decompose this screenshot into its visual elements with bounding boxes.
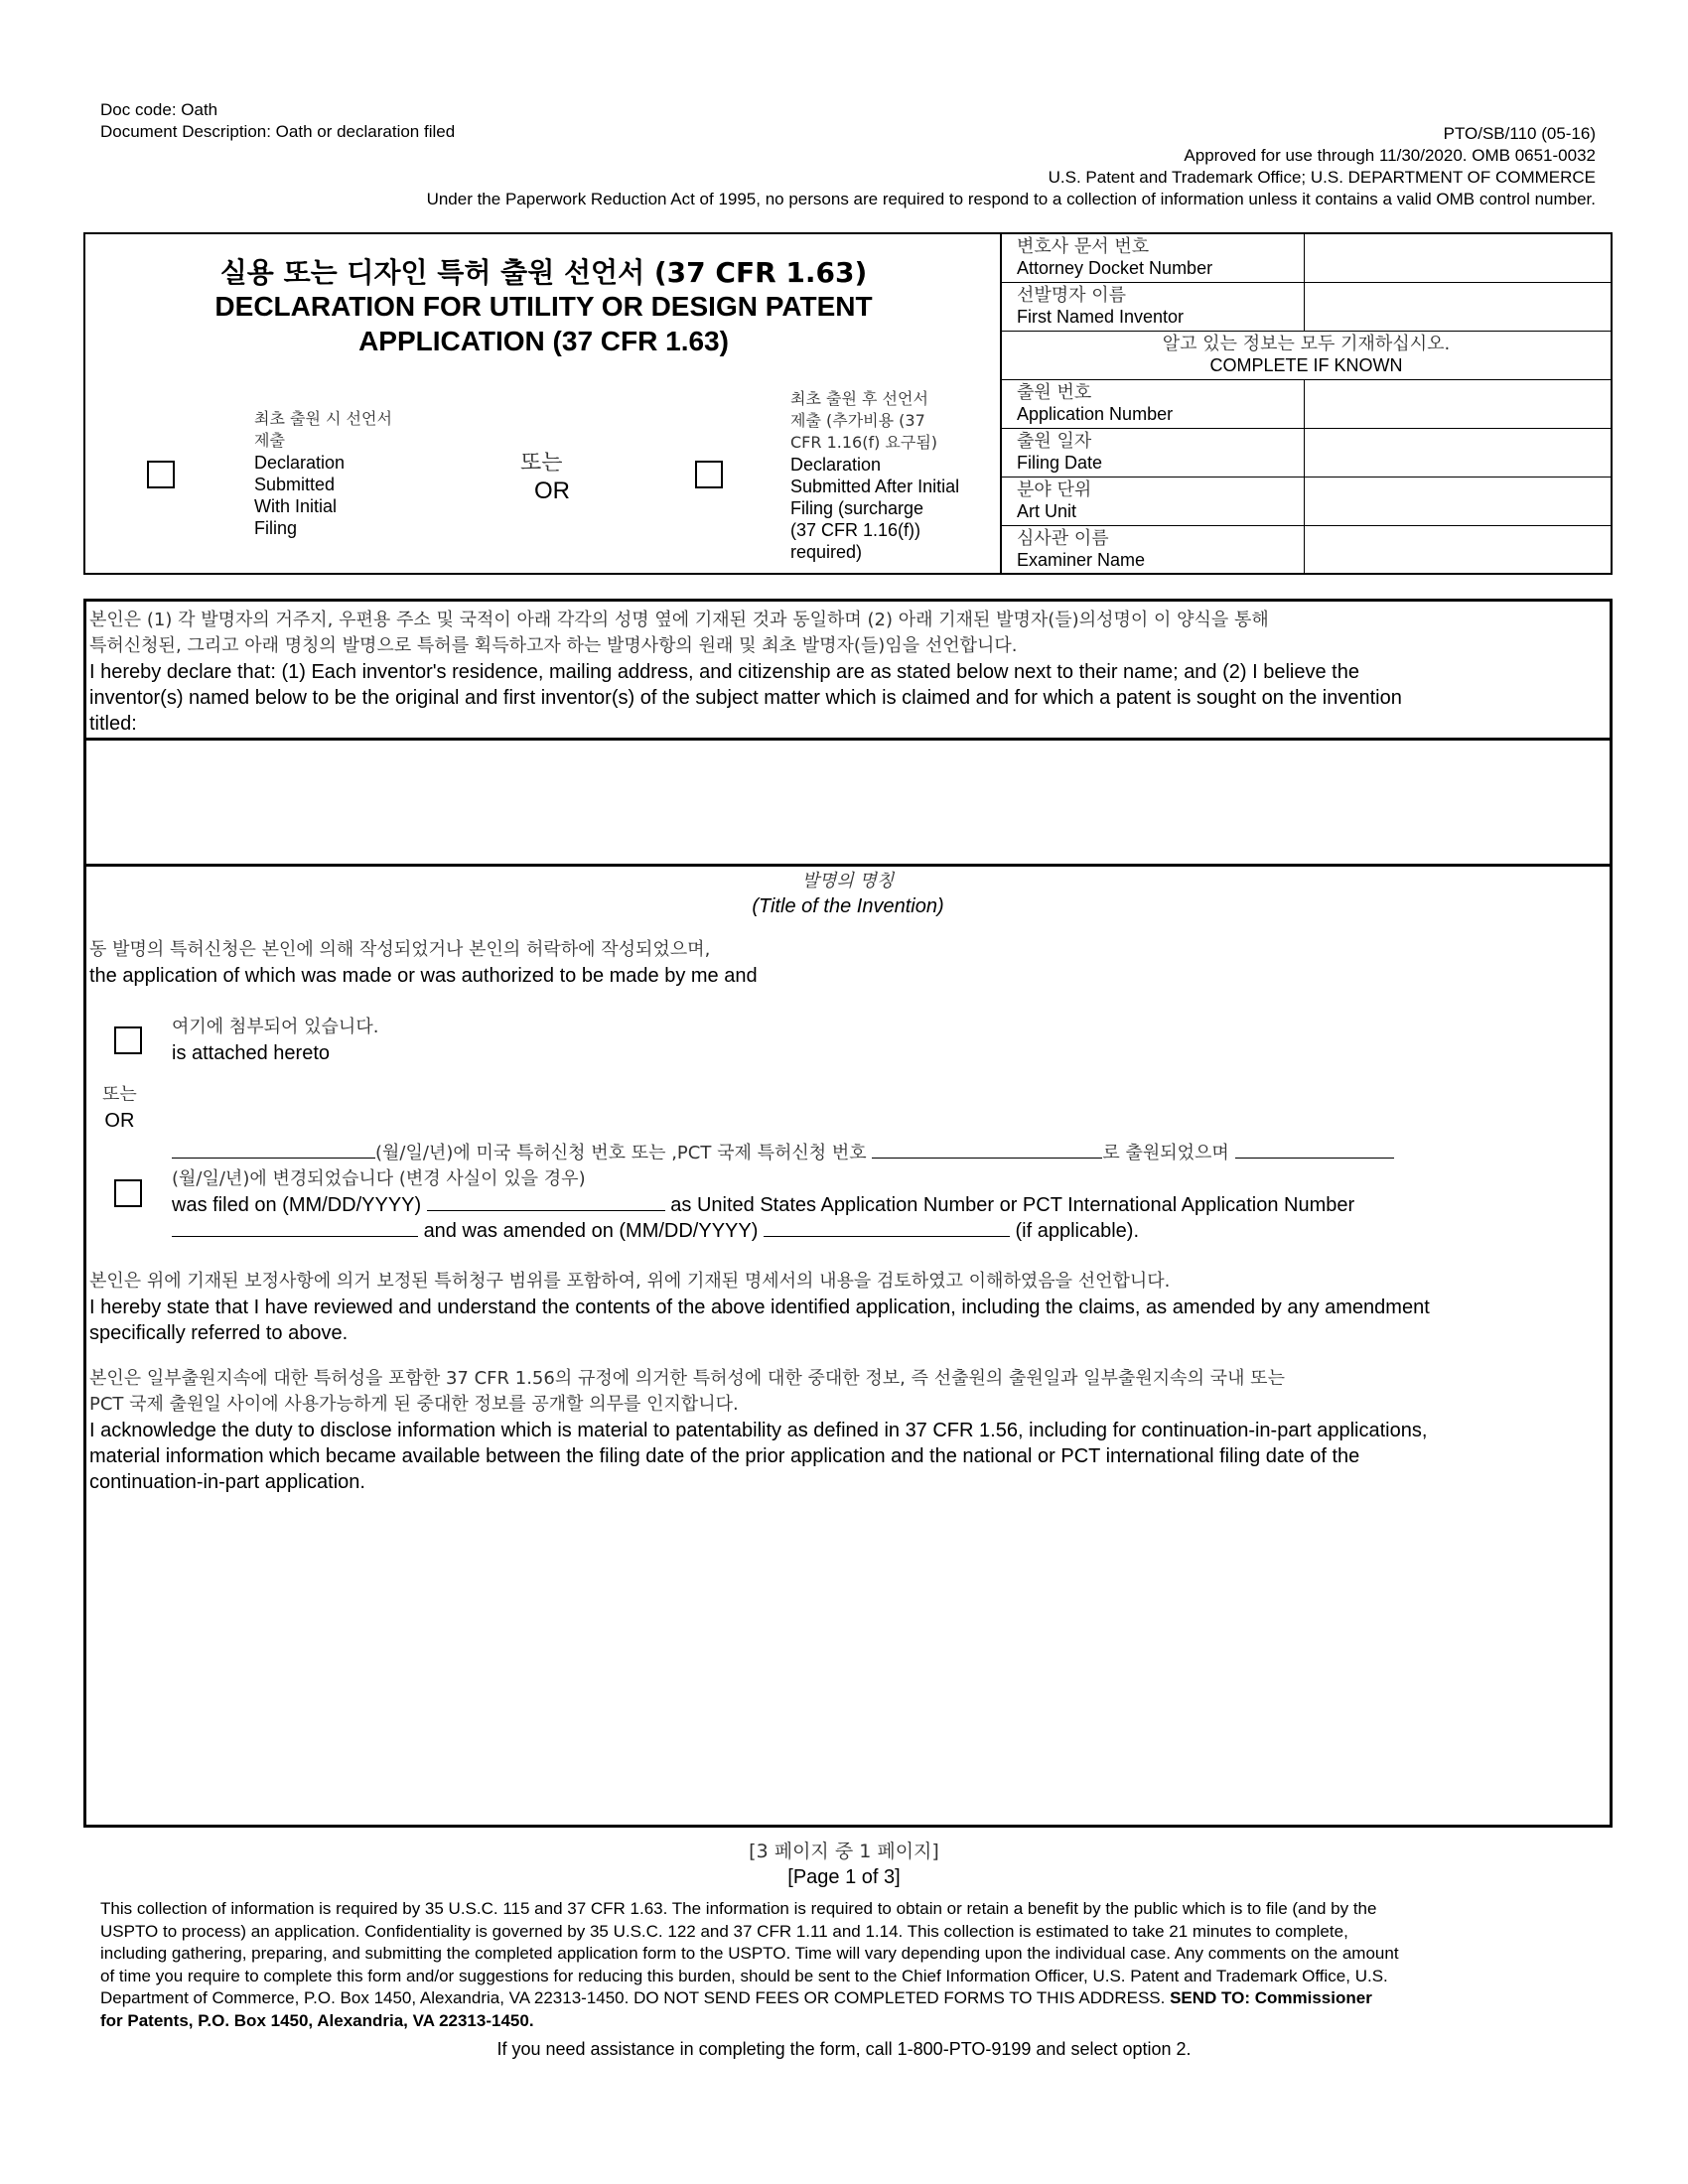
initial-filing-checkbox[interactable] xyxy=(147,461,175,488)
declaration-ko-1: 본인은 (1) 각 발명자의 거주지, 우편용 주소 및 국적이 아래 각각의 성명 옆에 기재된 것과 동일하며 (2) 아래 기재된 발명자(들)의성명이 이 양식을 통해 xyxy=(89,610,1269,630)
filed-date-blank[interactable] xyxy=(427,1192,665,1211)
attached-checkbox[interactable] xyxy=(114,1026,142,1054)
page-number-en: [Page 1 of 3] xyxy=(787,1866,901,1888)
filing-date-field[interactable] xyxy=(1305,429,1611,477)
review-en-2: specifically referred to above. xyxy=(89,1322,349,1344)
row-docket xyxy=(1002,234,1611,283)
initial-ko-2: 제출 xyxy=(254,431,285,450)
duty-en-2: material information which became available between the filing date of the prior application and the national or PCT international filing date of the xyxy=(89,1445,1360,1467)
declaration-ko-2: 특허신청된, 그리고 아래 명칭의 발명으로 특허를 획득하고자 하는 발명사항의 원래 및 최초 발명자(들)임을 선언합니다. xyxy=(89,635,1018,656)
footer-line-3: including gathering, preparing, and submitting the completed application form to the USPTO. Time will vary depending upon the individual case. Any comments on the amount xyxy=(100,1944,1399,1963)
filed-date-ko-blank[interactable] xyxy=(172,1140,375,1159)
paperwork-notice: Under the Paperwork Reduction Act of 1995, no persons are required to respond to a collection of information unless it contains a valid OMB control number. xyxy=(426,190,1596,208)
amended-en-a: and was amended on (MM/DD/YYYY) xyxy=(423,1220,759,1242)
complete-en: COMPLETE IF KNOWN xyxy=(1209,355,1403,375)
footer-line-6: for Patents, P.O. Box 1450, Alexandria, VA 22313-1450. xyxy=(100,2010,534,2030)
or-ko-mid: 또는 xyxy=(102,1084,137,1105)
agency-name: U.S. Patent and Trademark Office; U.S. DEPARTMENT OF COMMERCE xyxy=(1048,168,1596,187)
assistance-line: If you need assistance in completing the form, call 1-800-PTO-9199 and select option 2. xyxy=(496,2039,1192,2059)
filed-checkbox[interactable] xyxy=(114,1179,142,1207)
review-en-1: I hereby state that I have reviewed and understand the contents of the above identified application, including the claims, as amended by any amendment xyxy=(89,1297,1430,1318)
form-number: PTO/SB/110 (05-16) xyxy=(1443,124,1596,143)
examiner-en: Examiner Name xyxy=(1017,550,1146,570)
initial-en-2: Submitted xyxy=(254,475,336,494)
footer-line-4: of time you require to complete this form and/or suggestions for reducing this burden, should be sent to the Chief Information Officer, U.S. Patent and Trademark Office, U.S. xyxy=(100,1966,1388,1985)
after-filing-checkbox[interactable] xyxy=(695,461,723,488)
initial-en-3: With Initial xyxy=(254,496,338,516)
after-ko-3: CFR 1.16(f) 요구됨) xyxy=(790,433,938,452)
application-number-field[interactable] xyxy=(1305,380,1611,428)
declaration-box xyxy=(83,599,1613,1828)
initial-en-4: Filing xyxy=(254,518,298,538)
after-en-1: Declaration xyxy=(790,455,882,475)
page-number-ko: [3 페이지 중 1 페이지] xyxy=(749,1841,939,1862)
title-of-invention-en: (Title of the Invention) xyxy=(752,895,944,917)
inventor-ko: 선발명자 이름 xyxy=(1017,285,1127,306)
doc-description: Document Description: Oath or declaration filed xyxy=(100,122,456,141)
footer-send-to: SEND TO: Commissioner xyxy=(1170,1988,1372,2007)
filed-ko-b: 로 출원되었으며 xyxy=(1102,1143,1229,1163)
invention-title-field[interactable] xyxy=(86,741,1610,864)
attached-ko: 여기에 첨부되어 있습니다. xyxy=(172,1017,379,1037)
amended-date-ko-blank[interactable] xyxy=(1235,1140,1394,1159)
or-en-top: OR xyxy=(534,478,570,504)
duty-ko-1: 본인은 일부출원지속에 대한 특허성을 포함한 37 CFR 1.56의 규정에 의거한 특허성에 대한 중대한 정보, 즉 선출원의 출원일과 일부출원지속의 국내 또는 xyxy=(89,1368,1285,1389)
docket-ko: 변호사 문서 번호 xyxy=(1017,236,1150,257)
declaration-en-3: titled: xyxy=(89,713,137,735)
duty-ko-2: PCT 국제 출원일 사이에 사용가능하게 된 중대한 정보를 공개할 의무를 인지합니다. xyxy=(89,1394,739,1415)
examiner-name-field[interactable] xyxy=(1305,526,1611,573)
row-art-unit xyxy=(1002,478,1611,526)
title-korean: 실용 또는 디자인 특허 출원 선언서 (37 CFR 1.63) xyxy=(219,256,868,289)
or-ko-top: 또는 xyxy=(520,451,563,476)
burden-statement xyxy=(100,1898,1600,2032)
filed-en-a: was filed on (MM/DD/YYYY) xyxy=(172,1194,422,1216)
declaration-en-1: I hereby declare that: (1) Each inventor's residence, mailing address, and citizenship are as stated below next to their name; and (2) I believe the xyxy=(89,661,1359,683)
filed-en-b: as United States Application Number or PCT International Application Number xyxy=(670,1194,1355,1216)
duty-en-3: continuation-in-part application. xyxy=(89,1471,365,1493)
or-en-mid: OR xyxy=(104,1110,135,1132)
title-english-1: DECLARATION FOR UTILITY OR DESIGN PATENT xyxy=(214,291,873,322)
after-en-4: (37 CFR 1.16(f)) xyxy=(790,520,921,540)
art-unit-field[interactable] xyxy=(1305,478,1611,525)
declaration-statement xyxy=(89,608,1609,737)
attached-en: is attached hereto xyxy=(172,1042,330,1064)
after-ko-1: 최초 출원 후 선언서 xyxy=(790,389,928,408)
footer-line-1: This collection of information is required by 35 U.S.C. 115 and 37 CFR 1.63. The information is required to obtain or retain a benefit by the public which is to file (and by the xyxy=(100,1899,1377,1918)
initial-ko-1: 최초 출원 시 선언서 xyxy=(254,409,392,428)
doc-code: Doc code: Oath xyxy=(100,100,218,119)
declaration-en-2: inventor(s) named below to be the original and first inventor(s) of the subject matter which is claimed and for which a patent is sought on the invention xyxy=(89,687,1402,709)
amended-en-b: (if applicable). xyxy=(1015,1220,1140,1242)
row-complete-if-known xyxy=(1002,332,1611,380)
inventor-en: First Named Inventor xyxy=(1017,307,1185,327)
filed-ko-a: (월/일/년)에 미국 특허신청 번호 또는 ,PCT 국제 특허신청 번호 xyxy=(375,1143,867,1163)
appnum-ko: 출원 번호 xyxy=(1017,382,1092,403)
initial-en-1: Declaration xyxy=(254,453,346,473)
row-examiner xyxy=(1002,526,1611,573)
artunit-ko: 분야 단위 xyxy=(1017,479,1092,500)
form-header-box xyxy=(83,232,1613,575)
filing-ko: 출원 일자 xyxy=(1017,431,1092,452)
application-en: the application of which was made or was authorized to be made by me and xyxy=(89,965,758,987)
review-statement xyxy=(89,1269,1609,1346)
appnum-en: Application Number xyxy=(1017,404,1174,424)
first-inventor-field[interactable] xyxy=(1305,283,1611,331)
complete-ko: 알고 있는 정보는 모두 기재하십시오. xyxy=(1162,334,1451,354)
divider-2 xyxy=(86,864,1610,867)
duty-en-1: I acknowledge the duty to disclose information which is material to patentability as defined in 37 CFR 1.56, including for continuation-in-part applications, xyxy=(89,1420,1428,1441)
after-ko-2: 제출 (추가비용 (37 xyxy=(790,411,925,430)
filed-details xyxy=(172,1140,1602,1244)
info-grid xyxy=(1002,234,1611,573)
review-ko: 본인은 위에 기재된 보정사항에 의거 보정된 특허청구 범위를 포함하여, 위에 기재된 명세서의 내용을 검토하였고 이해하였음을 선언합니다. xyxy=(89,1271,1171,1292)
artunit-en: Art Unit xyxy=(1017,501,1077,521)
docket-number-field[interactable] xyxy=(1305,234,1611,282)
application-number-blank[interactable] xyxy=(172,1218,418,1237)
app-number-ko-blank[interactable] xyxy=(872,1140,1102,1159)
row-inventor xyxy=(1002,283,1611,332)
after-en-5: required) xyxy=(790,542,863,562)
title-area xyxy=(85,234,1002,573)
docket-en: Attorney Docket Number xyxy=(1017,258,1213,278)
footer-line-2: USPTO to process) an application. Confidentiality is governed by 35 U.S.C. 122 and 37 CFR 1.11 and 1.14. This collection is estimated to take 21 minutes to complete, xyxy=(100,1921,1348,1941)
filed-ko-2: (월/일/년)에 변경되었습니다 (변경 사실이 있을 경우) xyxy=(172,1168,586,1189)
title-english-2: APPLICATION (37 CFR 1.63) xyxy=(358,326,729,356)
footer-line-5: Department of Commerce, P.O. Box 1450, Alexandria, VA 22313-1450. DO NOT SEND FEES OR COMPLETED FORMS TO THIS ADDRESS. xyxy=(100,1988,1166,2007)
row-appnum xyxy=(1002,380,1611,429)
examiner-ko: 심사관 이름 xyxy=(1017,528,1109,549)
after-en-2: Submitted After Initial xyxy=(790,477,960,496)
approval-notice: Approved for use through 11/30/2020. OMB 0651-0032 xyxy=(1184,146,1596,165)
duty-statement xyxy=(89,1366,1609,1495)
title-of-invention-ko: 발명의 명칭 xyxy=(801,871,895,891)
after-en-3: Filing (surcharge xyxy=(790,498,924,518)
filing-en: Filing Date xyxy=(1017,453,1103,473)
row-filing-date xyxy=(1002,429,1611,478)
application-ko: 동 발명의 특허신청은 본인에 의해 작성되었거나 본인의 허락하에 작성되었으며, xyxy=(89,939,711,960)
amended-date-blank[interactable] xyxy=(764,1218,1010,1237)
